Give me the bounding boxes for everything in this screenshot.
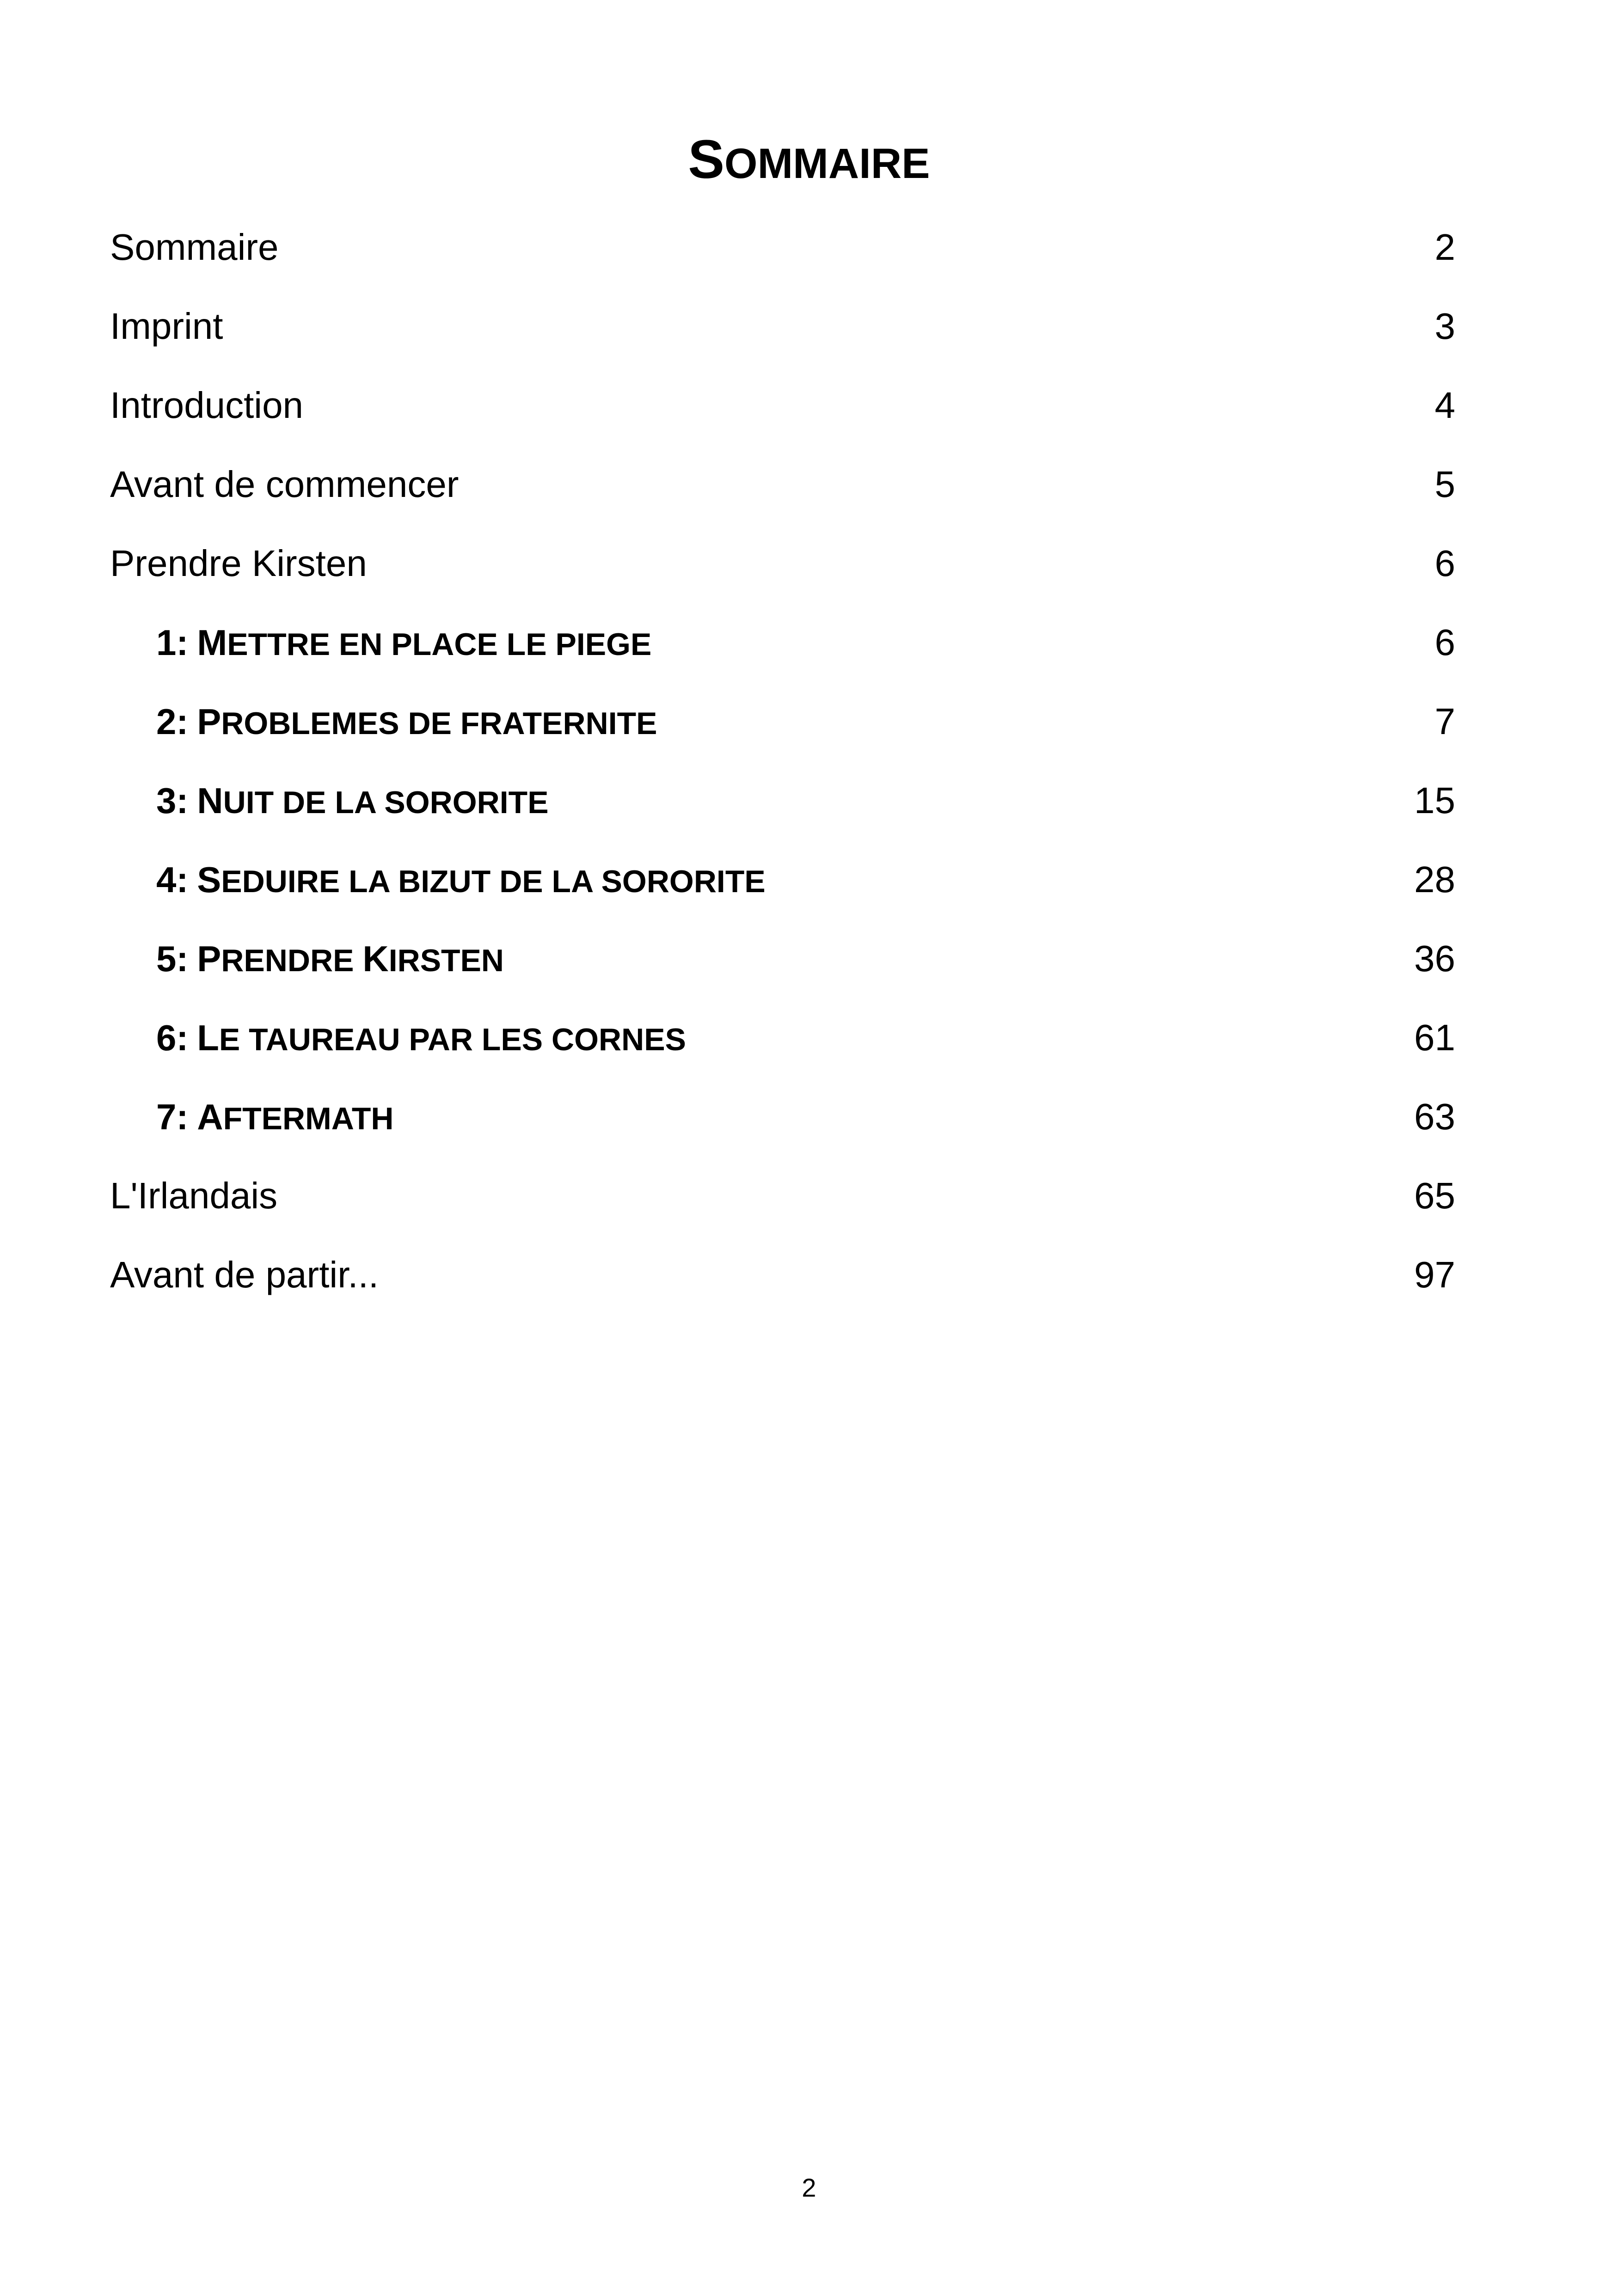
toc-subentry-chapter-2[interactable] bbox=[110, 687, 1455, 766]
chapter-number: 4: bbox=[156, 859, 189, 900]
toc-subentry-chapter-5[interactable] bbox=[110, 924, 1455, 1003]
chapter-initial: L bbox=[197, 1017, 219, 1058]
toc-entry-avant-de-partir[interactable] bbox=[110, 1240, 1455, 1319]
chapter-title-rest: RENDRE bbox=[221, 943, 363, 978]
page-title bbox=[0, 122, 1618, 201]
footer-page-number: 2 bbox=[802, 2173, 816, 2202]
toc-subentry-label bbox=[156, 766, 549, 837]
toc-subentry-chapter-1[interactable] bbox=[110, 608, 1455, 687]
toc-subentry-label bbox=[156, 845, 766, 916]
chapter-number: 1: bbox=[156, 622, 189, 663]
title-initial: S bbox=[688, 129, 725, 190]
chapter-initial: A bbox=[197, 1096, 223, 1137]
toc-entry-label: Sommaire bbox=[110, 227, 279, 268]
toc-subentry-chapter-4[interactable] bbox=[110, 845, 1455, 924]
toc-subentry-chapter-7[interactable] bbox=[110, 1082, 1455, 1161]
toc-entry-page: 63 bbox=[1414, 1096, 1455, 1137]
chapter-number: 5: bbox=[156, 938, 189, 979]
chapter-initial: P bbox=[197, 701, 221, 742]
chapter-title-rest: ROBLEMES DE FRATERNITE bbox=[221, 706, 657, 741]
toc-entry-page: 2 bbox=[1434, 227, 1455, 268]
chapter-initial: P bbox=[197, 938, 221, 979]
toc-entry-introduction[interactable] bbox=[110, 371, 1455, 450]
chapter-title-rest: UIT DE LA SORORITE bbox=[223, 785, 549, 820]
toc-entry-label: Avant de partir... bbox=[110, 1254, 379, 1295]
toc-subentry-label bbox=[156, 687, 657, 758]
toc-subentry-label bbox=[156, 608, 651, 679]
toc-entry-page: 65 bbox=[1414, 1175, 1455, 1216]
toc-subentry-label bbox=[156, 1003, 686, 1074]
chapter-initial: S bbox=[197, 859, 221, 900]
dot-leader bbox=[462, 496, 1431, 497]
chapter-number: 6: bbox=[156, 1017, 189, 1058]
toc-entry-sommaire[interactable] bbox=[110, 213, 1455, 292]
toc-subentry-label bbox=[156, 924, 504, 995]
toc-entry-page: 28 bbox=[1414, 859, 1455, 900]
dot-leader bbox=[282, 259, 1431, 260]
toc-entry-page: 36 bbox=[1414, 938, 1455, 979]
chapter-number: 2: bbox=[156, 701, 189, 742]
toc-subentry-chapter-3[interactable] bbox=[110, 766, 1455, 845]
chapter-number: 7: bbox=[156, 1096, 189, 1137]
toc-entry-page: 97 bbox=[1414, 1254, 1455, 1295]
toc-entry-label: Introduction bbox=[110, 385, 304, 426]
toc-entry-imprint[interactable] bbox=[110, 292, 1455, 371]
toc-subentry-chapter-6[interactable] bbox=[110, 1003, 1455, 1082]
toc-entry-label: Prendre Kirsten bbox=[110, 543, 367, 584]
toc-entry-page: 6 bbox=[1434, 622, 1455, 663]
toc-entry-prendre-kirsten[interactable] bbox=[110, 529, 1455, 608]
chapter-title-rest: EDUIRE LA BIZUT DE LA SORORITE bbox=[221, 864, 766, 899]
toc-entry-page: 4 bbox=[1434, 385, 1455, 426]
toc-entry-page: 61 bbox=[1414, 1017, 1455, 1058]
toc-subentry-label bbox=[156, 1082, 394, 1153]
chapter-initial: N bbox=[197, 780, 223, 821]
toc-entry-page: 3 bbox=[1434, 306, 1455, 347]
toc-entry-label: Avant de commencer bbox=[110, 464, 459, 505]
toc-entry-lirlandais[interactable] bbox=[110, 1161, 1455, 1240]
toc-entry-page: 15 bbox=[1414, 780, 1455, 821]
chapter-title-rest-2: IRSTEN bbox=[388, 943, 504, 978]
table-of-contents bbox=[110, 213, 1455, 1319]
toc-entry-page: 7 bbox=[1434, 701, 1455, 742]
toc-entry-label: Imprint bbox=[110, 306, 223, 347]
dot-leader bbox=[227, 338, 1431, 339]
toc-entry-label: L'Irlandais bbox=[110, 1175, 278, 1216]
chapter-title-rest: E TAUREAU PAR LES CORNES bbox=[219, 1022, 686, 1057]
chapter-title-rest: ETTRE EN PLACE LE PIEGE bbox=[227, 627, 652, 662]
dot-leader bbox=[307, 417, 1431, 418]
chapter-initial-2: K bbox=[362, 938, 389, 979]
toc-entry-avant-de-commencer[interactable] bbox=[110, 450, 1455, 529]
chapter-initial: M bbox=[197, 622, 227, 663]
chapter-title-rest: FTERMATH bbox=[223, 1101, 394, 1136]
chapter-number: 3: bbox=[156, 780, 189, 821]
toc-entry-page: 6 bbox=[1434, 543, 1455, 584]
toc-entry-page: 5 bbox=[1434, 464, 1455, 505]
title-rest: OMMAIRE bbox=[724, 140, 930, 187]
